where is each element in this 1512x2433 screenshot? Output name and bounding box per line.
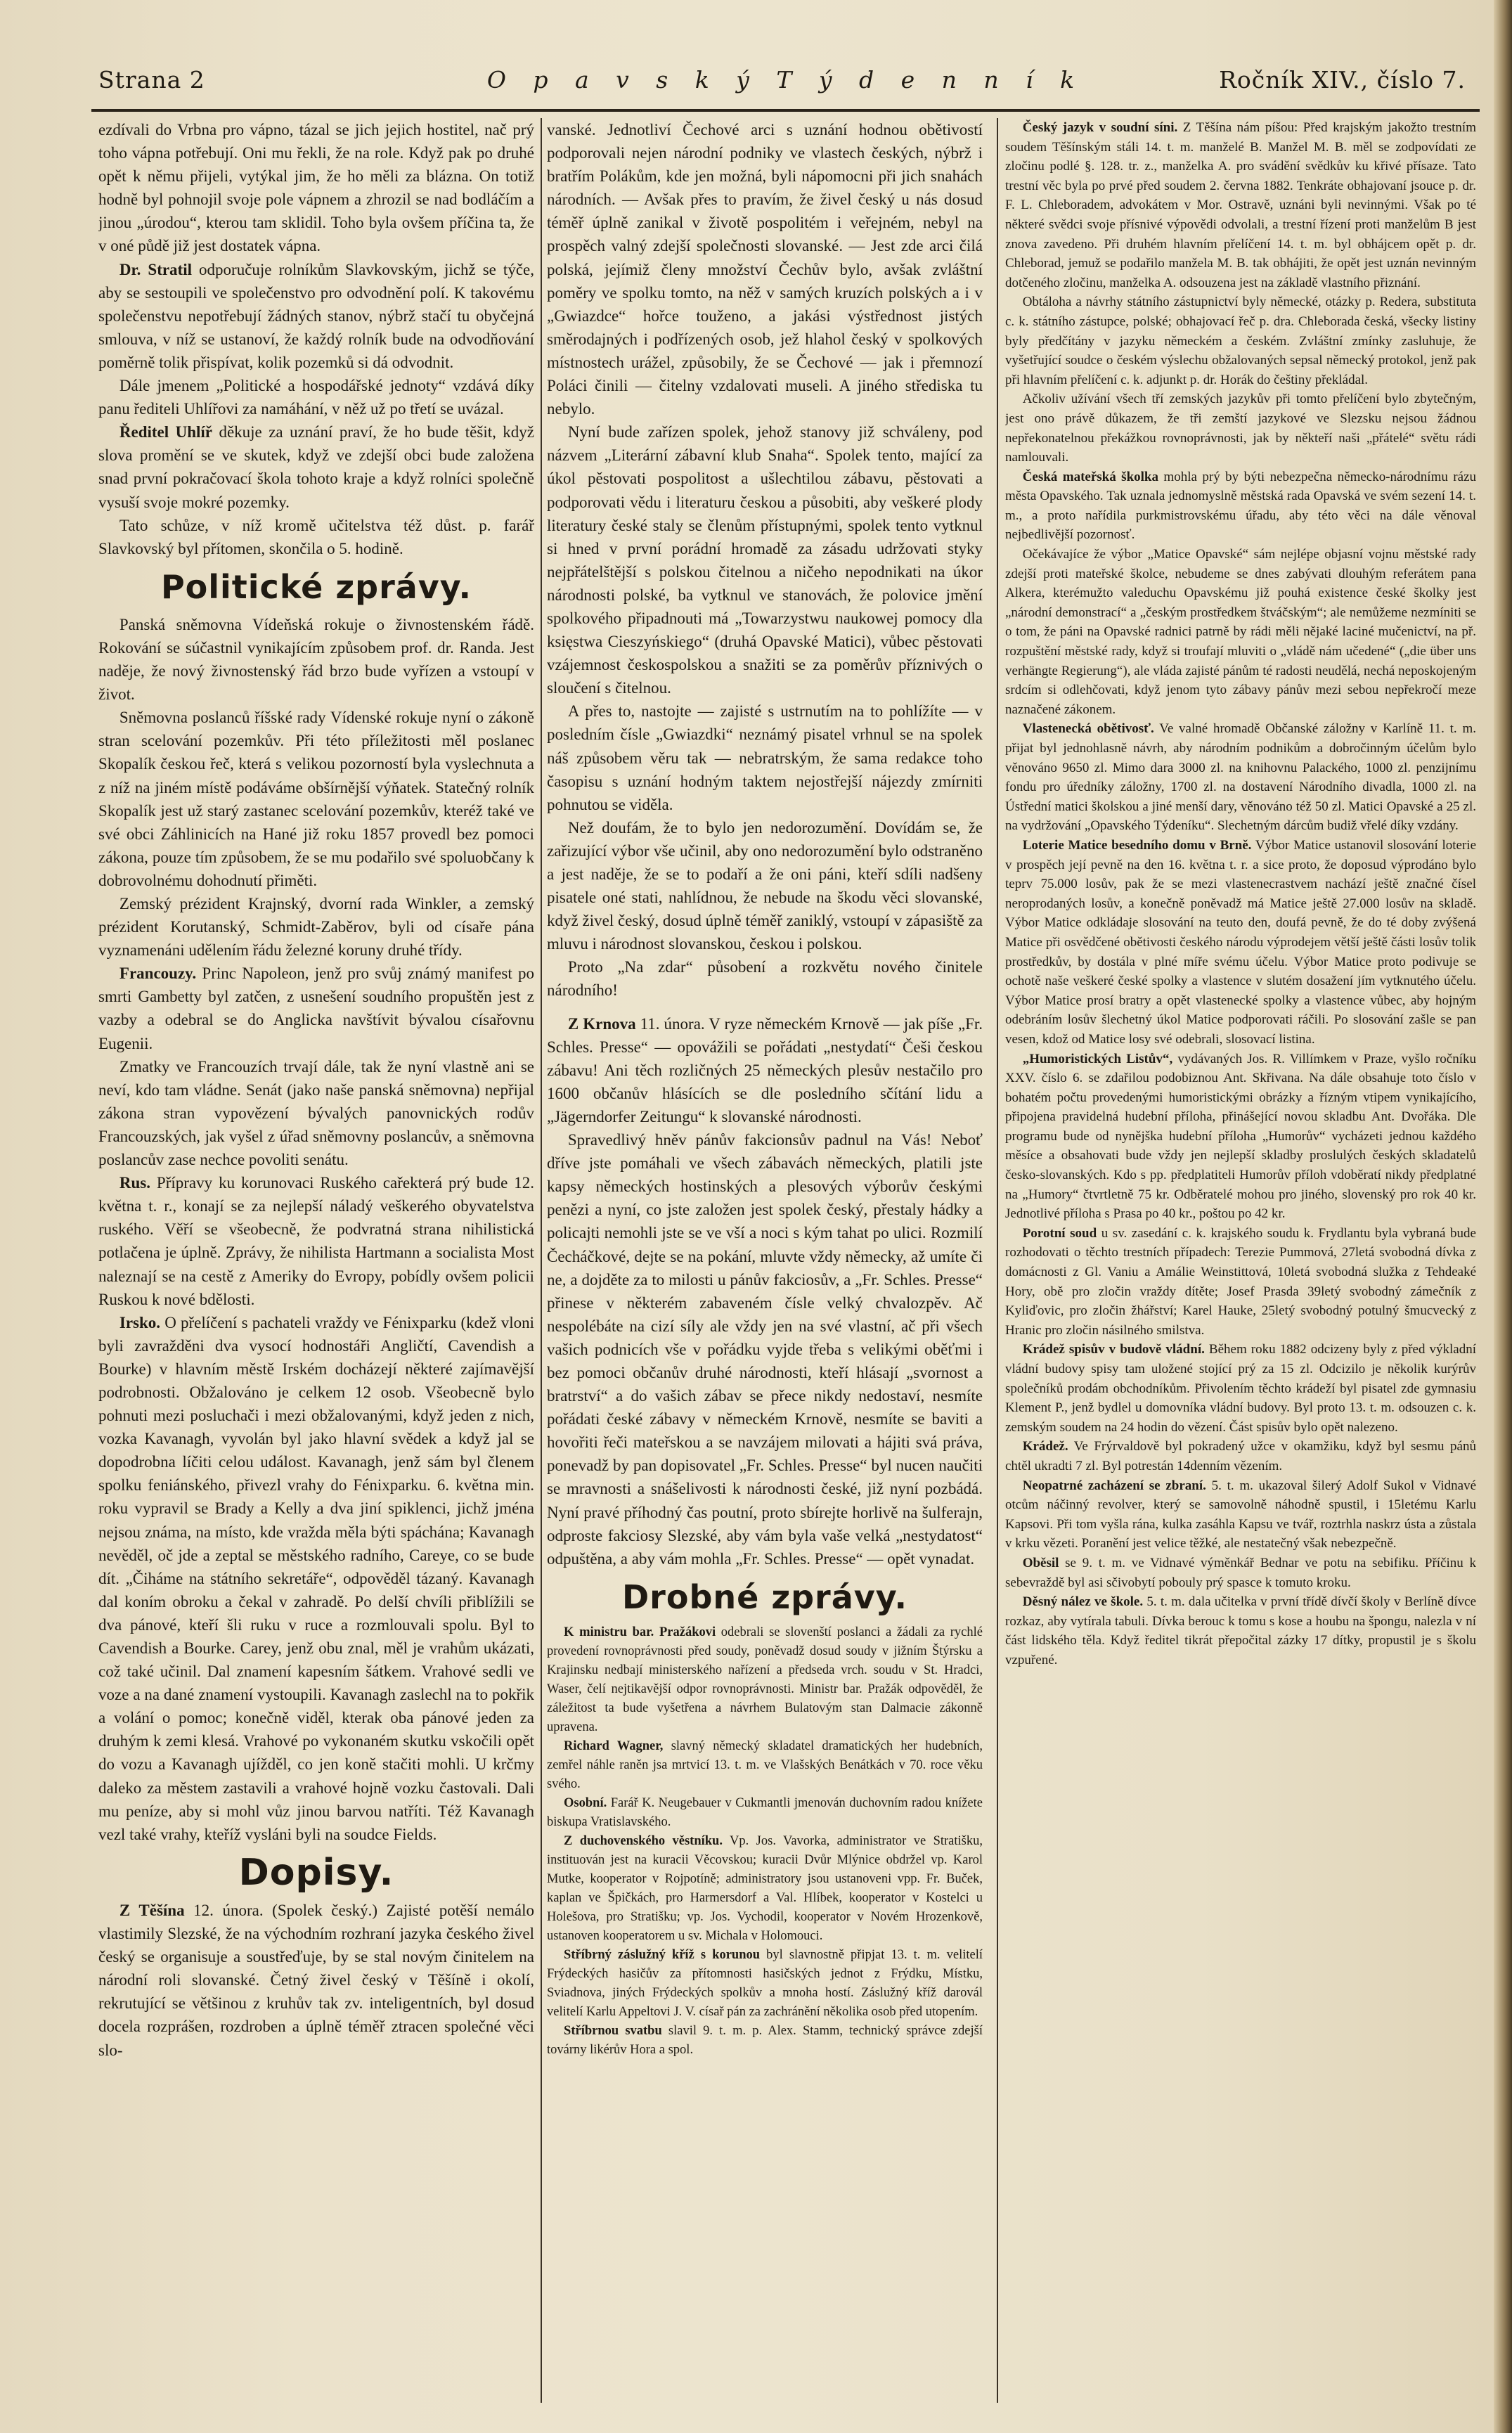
news-item	[1005, 1437, 1476, 1476]
paragraph-lead: Stříbrnou svatbu	[564, 2023, 662, 2038]
paragraph-text: Ve valné hromadě Občanské záložny v Karlíně 11. t. m. přijat byl jednohlasně návrh, aby národním podnikům a dobročinným účelům bylo věnováno 9650 zl. Mimo dara 3000 zl. na knihovnu Palackého, 1000 zl. penzijnímu fondu pro úředníky záložny, 1700 zl. na dostavení Národního divadla, 1000 zl. na Ústřední matici školskou a jiné menší dary, věnováno též 50 zl. Matici Opavské a 25 zl. na vydržování „Opavského Týdeníku“. Slechetným dárcům budiž vřelé díky vzdány.	[1005, 721, 1476, 834]
article-paragraph	[547, 1012, 983, 1128]
paragraph-text: Výbor Matice ustanovil slosování loterie v prospěch její pevně na den 16. května t. r. a sice proto, že doposud výprodáno bylo teprv 75.000 losův, pak že se mezi vlastenecrastvem nachází ještě značné čísel neroprodaných losův, a konečně poněvadž má Matice ještě 27.000 losův na skladě. Výbor Matice odkládaje slosování na teuto den, doufá pevně, že do té doby zvýšená Matice při osvědčené obětivosti českého národu výprodejem větší ještě části losův tolik prostředkův, by dostála v plné míře svému účelu. Výbor Matice proto podivuje se ochotě naše veškeré české spolky a vlastence v slutém dosažení jím vytknutého účelu. Výbor Matice prosí bratry a opět vlastenecké spolky a vlastence vůbec, aby hojným odebráním losův šlechetný úkol Matice podporovati ráčili. Po slosování zašle se pan vesen, kdož od Matice losy své odebrali, slosovací listina.	[1005, 837, 1476, 1047]
paragraph-text: se 9. t. m. ve Vidnavé výměnkář Bednar ve potu na sebifiku. Příčinu k sebevraždě byl asi sčivobytí pobouly prý spasce k tomuto kroku.	[1005, 1555, 1476, 1590]
article-paragraph: Tato schůze, v níž kromě učitelstva též důst. p. farář Slavkovský byl přítomen, skončila o 5. hodině.	[98, 516, 534, 557]
paragraph-text: slavný německý skladatel dramatických her hudebních, zemřel náhle raněn jsa mrtvicí 13. t. m. ve Vlašských Benátkách v 70. roce věku svého.	[547, 1738, 983, 1791]
paragraph-text: odporučuje rolníkům Slavkovským, jichž se týče, aby se sestoupili ve společenstvo pro odvodnění polí. K takovému společenstvu nepotřebují žádných stanov, nýbrž stačí tu obyčejná smlouva, v níž se ustanoví, že každý rolník bude na odvodňování poměrně tolik přispívat, kolik pozemků si dá odvodnit.	[98, 260, 534, 371]
page-edge	[1494, 0, 1512, 2433]
paragraph-lead: Z duchovenského věstníku.	[564, 1833, 723, 1848]
paragraph-lead: „Humoristických Listův“,	[1022, 1051, 1173, 1066]
news-item: Očekávajíce že výbor „Matice Opavské“ sám nejlépe objasní vojnu městské rady zdejší proti mateřské školce, nebudeme se dnes zabývati dlouhým referátem pana Alkera, kterémužto valeduchu Opavskému již pouhá existence české školky jest „národní demonstrací“ a „českým prostředkem štváčským“; ale nemůžeme nezmíniti se o tom, že páni na Opavské radnici patrně by rádi měli nějaké laciné mučenictví, na př. rozpuštění městské rady, když si troufají mluviti o „vládě nám učedené“ („die über uns verhängte Regierung“), ale vláda zajisté pánům té radosti neudělá, nechá neposkojeným srdcím si odlehčovati, když jenom tyto zábavy pánův mezi sebou nepřekročí meze naznačené zákonem.	[1005, 547, 1476, 717]
paragraph-lead: Irsko.	[119, 1313, 161, 1331]
paragraph-text: Během roku 1882 odcizeny byly z před výkladní vládní budovy spisy tam uložené stojící prý za 15 zl. Odcizilo je několik kurýrův společníků prodám obchodníkům. Přivolením těchto krádeží byl pisatel zde gymnasiu Klement P., jenž bydlel u domovníka vládní budovy. Byl proto 13. t. m. odsouzen c. k. zemským soudem na 24 hodin do vězení. Část spisův bylo opět nalezeno.	[1005, 1342, 1476, 1435]
article-paragraph: Panská sněmovna Vídeňská rokuje o živnostenském řádě. Rokování se súčastnil vynikajícím způsobem prof. dr. Randa. Jest naděje, že nový živnostenský řád brzo bude vyřízen a vstoupí v život.	[98, 615, 534, 704]
article-paragraph: Spravedlivý hněv pánův fakcionsův padnul na Vás! Neboť dříve jste pomáhali ve všech zábavách německých, platili jste kapsy německých hostinských a plesových výborův českými penězi a nyní, co jste založen jest spolek český, přestaly hádky a policajti nemohli jste se ve vší a noci s kým tahat po ulici. Rozmilí Čecháčkové, dejte se na pokání, mluvte vždy německy, až umíte či ne, a dojděte za to milosti u pánův fakciosův, a „Fr. Schles. Presse“ přinese v některém zabaveném čísle velký chvalozpěv. Ač nespolébáte na cizí síly ale vždy jen na své vlastní, ač při všech vašich podnicích vše v pořádku vyjde třeba s velikými oběťmi i bez pomoci občanův druhé národnosti, kteří hlásají „svornost a bratrství“ a do vašich zábav se přece nikdy nedostaví, nesmíte pořádati české zábavy v německém Krnově, nesmíte se baviti a hovořiti řeči mateřskou a se navzájem milovati a hájiti svá práva, ponevadž by pan dopisovatel „Fr. Schles. Presse“ byl nucen naučiti se mravnosti a snášelivosti k národnosti české, již nyní pozbádá. Nyní pravé příhodný čas poutní, proto sbírejte horlivě na šulferajn, odproste fakciosy Slezské, aby vám byla vaše velká „nestydatost“ odpuštěna, a aby vám mohla „Fr. Schles. Presse“ — opět vynadat.	[547, 1131, 983, 1568]
news-item	[1005, 1050, 1476, 1224]
section-heading-drobne: Drobné zprávy.	[621, 1577, 907, 1616]
paragraph-lead: Dr. Stratil	[119, 260, 192, 278]
paragraph-lead: Oběsil	[1022, 1555, 1059, 1570]
paragraph-text: Farář K. Neugebauer v Cukmantli jmenován duchovním radou knížete biskupa Vratislavského.	[547, 1795, 983, 1829]
news-item	[1005, 1340, 1476, 1437]
paragraph-text: Vp. Jos. Vavorka, administrator ve Stratišku, instituován jest na kuracii Věcovskou; kuracii Dvůr Mlýnice obdržel vp. Karol Mutke, kooperator v Rojpotíně; administratory jsou ustanoveni vpp. Fr. Buček, kaplan ve Špičkách, pro Harmersdorf a Val. Hlíbek, kooperator v Kostelci u Holešova, pro Stratišku; vp. Jos. Vychodil, kooperator v Novém Hrozenkově, ustanoven kooperatorem u sv. Michala v Holomouci.	[547, 1833, 983, 1943]
paragraph-text: mohla prý by býti nebezpečna německo-národnímu rázu města Opavského. Tak uznala jednomyslně městská rada Opavská ve svém sezení 14. t. m., a proto nařídila purkmistrovskému úřadu, aby této věci na dále věnoval nejbedlivější pozornosť.	[1005, 469, 1476, 543]
paragraph-lead: Český jazyk v soudní síni.	[1022, 120, 1178, 135]
paragraph-lead: Krádež.	[1022, 1439, 1068, 1454]
issue-info: Ročník XIV., číslo 7.	[1219, 66, 1466, 93]
news-item	[1005, 1554, 1476, 1592]
paragraph-lead: Neopatrné zacházení se zbraní.	[1022, 1478, 1206, 1493]
paragraph-text: byl slavnostně připjat 13. t. m. velitelí Frýdeckých hasičův za přítomnosti hasičských jednot z Frýdku, Místku, Sviadnova, jiných Frýdeckých spolkův a mnoha hostí. Záslužný kříž darovál velitelí Karlu Appeltovi J. V. císař pán za zachránění několika osob před utopením.	[547, 1947, 983, 2019]
article-paragraph	[98, 420, 534, 513]
column-2	[547, 118, 983, 2410]
paragraph-text: děkuje za uznání praví, že ho bude těšit, když slova promění se ve skutek, když ve zdejší obci bude založena snad první pokračovací škola tohoto kraje a když rolníci společně vysuší svoje mokré pozemky.	[98, 423, 534, 511]
paragraph-text: 12. února. (Spolek český.) Zajisté potěší nemálo vlastimily Slezské, že na východním rozhraní jazyka českého živel český se organisuje a soustřeďuje, by se stal novým činitelem na národní roli slovanské. Četný živel český v Těšíně i okolí, rekrutující se většinou z kruhův tak zv. inteligentních, byl dosud docela rozprášen, rozdroben a úplně téměř ztracen společné věci slo-	[98, 1901, 534, 2059]
article-paragraph: Zemský prézident Krajnský, dvorní rada Winkler, a zemský prézident Korutanský, Schmidt-Zaběrov, byli od císaře pána vyznamenáni udělením řádu železné koruny druhé třídy.	[98, 895, 534, 960]
paragraph-text: odebrali se slovenští poslanci a žádali za rychlé provedení rovnoprávnosti před soudy, poněvadž dosud soudy v jižním Štýrsku a Krajinsku nedbají ministerského nařízení a předseda vrch. soudu v St. Hradci, Waser, čelí nejtikavější odpor rovnoprávnosti. Ministr bar. Pražák odpověděl, že záležitost ta bude vyšetřena a návrhem Bulatovým stan Dalmacie zákonně upravena.	[547, 1625, 983, 1734]
paragraph-lead: Rus.	[119, 1174, 150, 1192]
news-item	[547, 2022, 983, 2060]
paragraph-text: vydávaných Jos. R. Villímkem v Praze, vyšlo ročníku XXV. číslo 6. se zdařilou podobiznou Ant. Skřivana. Na dále obsahuje toto číslo v bohatém počtu provedenými humoristickými obrázky a řízným vtipem vynikajícího, připojena pravidelná hudební příloha, přinášející novou skladbu Ant. Dvořáka. Dle programu bude od nynějška hudební příloha „Humorův“ vycházeti jednou každého měsíce a obsahovati bude vždy jen nejlepší skladby proslulých českých skladatelů česko-slovanských. Kdo s pp. předplatiteli Humorův příloh vdoběratí nikdy předplatné na „Humory“ čtvrtletně 75 kr. Odběratelé mohou pro jiného, slovenský pro rok 40 kr. Jednotlivé příloha s Prasa po 40 kr., poštou po 42 kr.	[1005, 1051, 1476, 1222]
paragraph-text: Z Těšína nám píšou: Před krajským jakožto trestním soudem Těšínským stáli 14. t. m. manželé B. Manžel M. B. měl se zodpovídati ze zločinu podlé §. 128. tr. z., manželka A. pro svádění svědkův ku křivé přísaze. Tato trestní věc byla po prvé před soudem 2. června 1882. Tenkráte obhajovaní jsouce p. dr. F. L. Chleboradem, advokátem v Mor. Ostravě, uznáni byli nevinnými. Však po té některé svědci svoje přísnivé výpovědi odvolali, a trestní řízení proti manželům B jest znova zavedeno. Při druhém hlavním přelíčení 14. t. m. byl obhájcem opět p. dr. Chleborad, jemuž se podařilo manžela M. B. tak obhájiti, že opět jest uznán nevinným dotčeného zločinu, manželka A. odsouzena jest na základě vlastního přiznání.	[1005, 120, 1476, 290]
news-item: Ačkoliv užívání všech tří zemských jazykův při tomto přelíčení bylo zbytečným, jest ono právě důkazem, že tři zemští jazykové ve Slezsku nejsou žádnou nepřekonatelnou překážkou rovnoprávnosti, jak by někteří naši „přátelé“ světu rádi namlouvali.	[1005, 392, 1476, 465]
section-heading-dopisy: Dopisy.	[238, 1851, 394, 1894]
paragraph-text: u sv. zasedání c. k. krajského soudu k. Frydlantu byla vybraná bude rozhodovati o těchto trestních případech: Terezie Pummová, 27letá svobodná dívka z domácnosti z Gl. Vaniu a Amálie Weinstittová, 10letá svobodná služka z Tehdeaké Hory, obě pro zločin vraždy dítěte; Josef Prasda 39letý svobodný zámečník z Kyliďovic, pro zločin žhářství; Karel Hauke, 25letý svobodný potulný šmucvecký z Hranic pro zločin násilného smilstva.	[1005, 1225, 1476, 1338]
article-paragraph	[98, 258, 534, 374]
news-item	[1005, 1476, 1476, 1554]
news-item	[1005, 467, 1476, 545]
column-divider-2	[997, 118, 998, 2403]
paragraph-lead: Osobní.	[564, 1795, 607, 1810]
paragraph-lead: Česká mateřská školka	[1022, 469, 1158, 484]
small-news	[547, 1623, 983, 2060]
paragraph-lead: Ředitel Uhlíř	[119, 423, 212, 441]
article-paragraph: vanské. Jednotliví Čechové arci s uznání hodnou obětivostí podporovali nejen národní podniky ve vlastech českých, nýbrž i bratřím Polákům, kde jen možná, byli nápomocni při jich snahách národních. — Avšak přes to pravím, že živel český u nás dosud téměř úplně zanikal v životě pospolitém i veřejném, nebyl na prospěch valný zdejší společnosti slovanské. — Jest zde arci čilá polská, jejímiž členy množství Čechův bylo, avšak zvláštní poměry ve spolku tomto, na něž v samých kruzích polských a i v „Gwiazdce“ hořce touženo, a jakási výstřednost jistých směrodajných i podřízených osob, jež hlahol český v spolkových místnostech urážel, způsobily, že se Čechové — jak i přemnozí Poláci činili — čitelny vzdalovati museli. A jiného střediska tu nebylo.	[547, 121, 983, 418]
paragraph-lead: Z Krnova	[567, 1014, 636, 1033]
newspaper-title: O p a v s k ý T ý d e n n í k	[486, 66, 1085, 93]
news-item	[547, 1737, 983, 1794]
page-number: Strana 2	[98, 66, 205, 93]
news-item	[547, 1623, 983, 1737]
paragraph-text: Princ Napoleon, jenž pro svůj známý manifest po smrti Gambetty byl zatčen, z usnešení soudního propuštěn jest z vazby a odebral se do Anglicka navštívit bývalou císařovnu Eugenii.	[98, 964, 534, 1052]
paragraph-text: O přelíčení s pachateli vraždy ve Fénixparku (kdež vloni byli zavražděni dva vysocí hodnostáři Angličtí, Cavendish a Bourke) v hlavním městě Irském docházejí některé zajímavější podrobnosti. Obžalováno je celkem 12 osob. Všeobecně bylo pohnuti mezi posluchači i mezi obžalovanými, když jeden z nich, vozka Kavanagh, vyvolán byl jako hlavní svědek a když jal se dopodrobna líčiti celou událost. Kavanagh, jenž sám byl členem spolku feniánského, přivezl vrahy do Fénixparku. 6. května min. roku vypravil se Brady a Kelly a dva jiní spiklenci, jichž jména nejsou známa, na místo, kde vražda měla býti spáchána; Kavanagh nevěděl, oč jde a zeptal se městského radního, Careye, co se bude dít. „Čiháme na státního sekretáře“, odpověděl tázaný. Kavanagh dal koním obroku a čekal v zahradě. Po delší chvíli přiblížili se dva pánové, kteří šli ruku v ruce a rozmlouvali spolu. Byl to Cavendish a Bourke. Carey, jenž obu znal, měl je vrahům ukázati, což také učinil. Dal znamení kapesním šátkem. Vrahové sedli ve voze a na dané znamení vystoupili. Kavanagh zaslechl na to pokřik a volání o pomoc; konečně viděl, kterak oba pánové jeden za druhým k zemi klesá. Vrahové po vykonaném skutku vskočili opět do vozu a Kavanagh ujížděl, co jen koně stačiti mohli. U krčmy daleko za městem zastavili a vrahové hojně vozku častovali. Dali mu peníze, aby si mohl vůz jinou barvou natříti. Též Kavanagh vezl také vrahy, kteříž vysláni byli na soudce Fields.	[98, 1313, 534, 1843]
article-paragraph: A přes to, nastojte — zajisté s ustrnutím na to pohlížíte — v posledním čísle „Gwiazdki“ neznámý pisatel vrhnul se na spolek náš způsobem věru tak — nebratrským, že sama redakce toho časopisu s uznání hodným taktem nejostřejší nájezdy zmírniti pohnutou se viděla.	[547, 702, 983, 813]
article-paragraph: Nyní bude zařízen spolek, jehož stanovy již schváleny, pod názvem „Literární zábavní klub Snaha“. Spolek tento, mající za úkol pěstovati pospolitost a ušlechtilou zábavu, pěstovati a podporovati vědu i literaturu českou a působiti, aby veškeré plody literatury české staly se členům přístupnými, spolek tento vytknul si hned v první porádní hromadě za zásadu udržovati styky nejpřátelštější s polskou čitelnou a ničeho nepodnikati na úkor národnosti polské, ba vytknul ve stanovách, že polovice jmění spolkového připadnouti má „Towarzystwu naukowej pomocy dla księstwa Cieszyńskiego“ (druhá Opavské Matici), vůbec pěstovati vzájemnost českospolskou a snažiti se za poměrův příznivých o sloučení s čitelnou.	[547, 423, 983, 697]
column-1	[98, 118, 534, 2410]
column-3	[1005, 118, 1476, 2410]
paragraph-text: slavil 9. t. m. p. Alex. Stamm, technický správce zdejší továrny likérův Hora a spol.	[547, 2023, 983, 2057]
article-paragraph	[98, 1311, 534, 1846]
paragraph-lead: Francouzy.	[119, 964, 197, 983]
article-paragraph: Proto „Na zdar“ působení a rozkvětu nového činitele národního!	[547, 958, 983, 1000]
section-heading-politicke: Politické zprávy.	[160, 567, 472, 606]
article-paragraph	[98, 1171, 534, 1311]
news-item	[1005, 719, 1476, 836]
paragraph-lead: Stříbrný záslužný kříž s korunou	[564, 1947, 761, 1962]
news-item	[547, 1946, 983, 2022]
news-item	[547, 1794, 983, 1832]
article-paragraph: ezdívali do Vrbna pro vápno, tázal se jich jejich hostitel, nač prý toho vápna potřebují. Oni mu řekli, že na role. Když pak po druhé opět k němu přijeli, vytýkal jim, že ho měli za blázna. On totiž hodně byl pohnojil svoje pole vápnem a zhrozil se nad bodláčím a jinou „úrodou“, kterou tam sklidil. Toho byla ovšem příčina ta, že v oné půdě již jest dostatek vápna.	[98, 121, 534, 255]
paragraph-lead: K ministru bar. Pražákovi	[564, 1625, 716, 1639]
news-item	[547, 1832, 983, 1946]
news-item: Obtáloha a návrhy státního zástupnictví byly německé, otázky p. Redera, substituta c. k. státního zástupce, polské; obhajovací řeč p. dra. Chleborada česká, všecky listiny byly předčítány v jazyku německém a českém. Zvláštní zmínky zasluhuje, že vyšetřující soudce o českém výslechu obžalovaných sepsal německý protokol, jenž pak při hlavním přelíčení c. k. adjunkt p. dr. Horák do češtiny překládal.	[1005, 295, 1476, 387]
news-item	[1005, 1592, 1476, 1670]
paragraph-lead: Porotní soud	[1022, 1225, 1097, 1241]
article-paragraph: Sněmovna poslanců říšské rady Vídenské rokuje nyní o zákoně stran scelování pozemkův. Při této příležitosti měl poslanec Skopalík českou řeč, která s velikou pozorností byla vyslechnuta a z níž na jiném místě podáváme obšírnější výňatek. Statečný rolník Skopalík jest už starý zastanec scelování pozemkův, kteréž také ve své obci Záhlinicích na Hané již roku 1857 provedl bez pomoci zákona, pouze tím způsobem, že se mu podařilo své spoluobčany k dobrovolnému dohodnutí přiměti.	[98, 709, 534, 889]
article-paragraph: Zmatky ve Francouzích trvají dále, tak že nyní vlastně ani se neví, kdo tam vládne. Senát (jako naše panská sněmovna) nepřijal zákona stran vypovězení bývalých panovnických rodův Francouzských, jak vyšel z úřad sněmovny poslancův, a sněmovna poslancův zase nechce povoliti senátu.	[98, 1057, 534, 1169]
header-rule	[91, 109, 1480, 112]
article-paragraph: Než doufám, že to bylo jen nedorozumění. Dovídám se, že zařizující výbor vše učinil, aby ono nedorozumění bylo odstraněno a jest naděje, že se to podaří a že oni páni, kteří sdíli nadšeny pisatele oné stati, nahlídnou, že nebude na škodu věci slovanské, když živel český, dosud úplně téměř zaniklý, vstoupí v zápasiště za mluvu i národnost slovanskou, českou i polskou.	[547, 818, 983, 953]
page-header	[91, 62, 1480, 104]
paragraph-lead: Richard Wagner,	[564, 1738, 664, 1753]
article-paragraph	[98, 962, 534, 1054]
paragraph-text: 5. t. m. ukazoval šilerý Adolf Sukol v Vidnavé otcům náčinný revolver, který se samovolně náhodně spustil, i 15letému Karlu Kapsovi. Při tom vyšla rána, kulka zasáhla Kapsu ve tvář, roztrhla naskrz ústa a zůstala v krku vězeti. Poranění jest velice těžké, ale nestatečný však nebezpečně.	[1005, 1478, 1476, 1551]
paragraph-lead: Krádež spisův v budově vládní.	[1022, 1342, 1205, 1357]
paragraph-text: 5. t. m. dala učitelka v první třídě dívčí školy v Berlíně dívce rozkaz, aby vytírala tabuli. Dívka berouc k tomu s kose a houbu na špongu, nalezla v ní část lidského těla. Když ředitel tikrát přepočital zázky 17 dítky, propustil je s školu vzpuřené.	[1005, 1594, 1476, 1667]
paragraph-lead: Vlastenecká obětivosť.	[1022, 721, 1154, 737]
article-paragraph	[98, 1899, 534, 2062]
article-paragraph: Dále jmenem „Politické a hospodářské jednoty“ vzdává díky panu řediteli Uhlířovi za namáhání, v něž už po třetí se uvázal.	[98, 377, 534, 418]
paragraph-lead: Loterie Matice besedního domu v Brně.	[1022, 837, 1252, 853]
paragraph-text: Přípravy ku korunovaci Ruského cařekterá prý bude 12. května t. r., konají se za nejlepší náladý veškerého obyvatelstva ruského. Věří se všeobecně, že podvratná strana nihilistická potlačena je úplně. Zprávy, že nihilista Hartmann a socialista Most naleznají se na cestě z Ameriky do Evropy, pobídly ovšem policii Ruskou k nové bdělosti.	[98, 1174, 534, 1308]
news-item	[1005, 836, 1476, 1050]
paragraph-text: Ve Frýrvaldově byl pokradený užce v okamžiku, když byl sesmu pánů chtěl ukradti 7 zl. Byl potrestán 14denním vězením.	[1005, 1439, 1476, 1473]
paragraph-text: 11. února. V ryze německém Krnově — jak píše „Fr. Schles. Presse“ — opovážili se pořádati „nestydatí“ Češi českou zábavu! Ani těch rozličných 25 německých plesův nestačilo pro 1600 občanův hlásících se dle posledního sčítání lidu a „Jägerndorfer Zeitungu“ k slovanské národnosti.	[547, 1014, 983, 1125]
column-divider-1	[541, 118, 542, 2403]
paragraph-lead: Děsný nález ve škole.	[1022, 1594, 1144, 1610]
news-item	[1005, 118, 1476, 292]
news-item	[1005, 1224, 1476, 1341]
paragraph-lead: Z Těšína	[119, 1901, 185, 1919]
